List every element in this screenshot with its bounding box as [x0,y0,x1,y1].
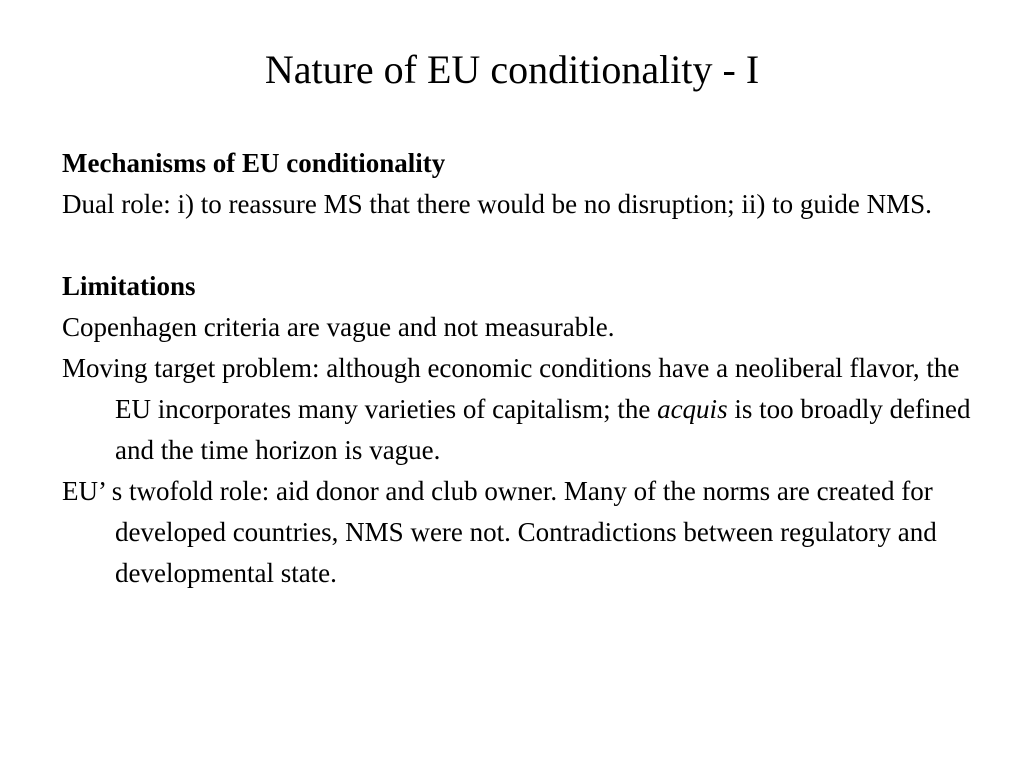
paragraph-copenhagen: Copenhagen criteria are vague and not measurable. [62,312,615,342]
section-heading-mechanisms: Mechanisms of EU conditionality [62,148,446,178]
section-heading-limitations: Limitations [62,271,196,301]
slide-body [62,143,972,594]
slide-title: Nature of EU conditionality - I [264,47,760,92]
paragraph-moving-target [62,348,972,471]
paragraph-twofold-role: EU’ s twofold role: aid donor and club owner. Many of the norms are created for developed countries, NMS were not. Contradictions between regulatory and developmental state. [62,476,937,588]
moving-target-text-end: is too broadly defined and the time horizon is vague. [115,394,971,465]
acquis-term: acquis [657,394,728,424]
spacer [62,225,972,266]
paragraph-dual-role: Dual role: i) to reassure MS that there would be no disruption; ii) to guide NMS. [62,189,932,219]
moving-target-text-start: Moving target problem: although economic conditions have a neoliberal flavor, the EU incorporates many varieties of capitalism; the [62,353,960,424]
